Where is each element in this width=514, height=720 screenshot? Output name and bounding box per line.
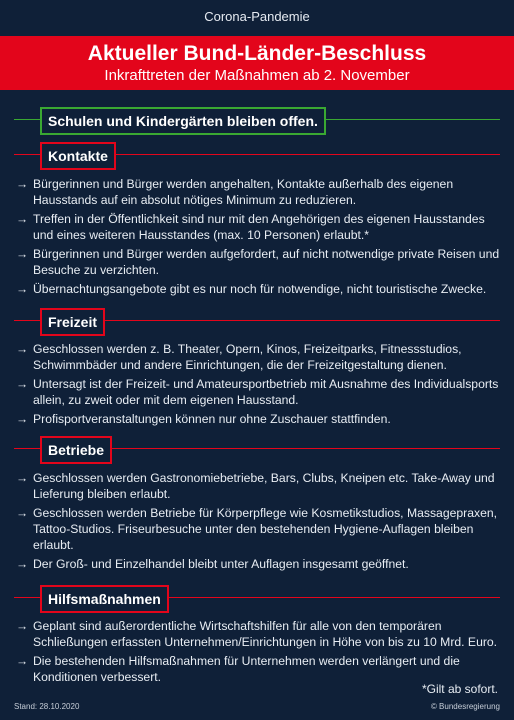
- arrow-right-icon: →: [16, 619, 29, 633]
- list-item-text: Bürgerinnen und Bürger werden angehalten, Kontakte außerhalb des eigenen Hausstands auf ein absolut nötiges Minimum zu reduzieren.: [33, 177, 454, 207]
- list-item: [16, 341, 502, 373]
- arrow-right-icon: →: [16, 177, 29, 191]
- list-item: [16, 556, 502, 572]
- page-title: Aktueller Bund-Länder-Beschluss: [87, 42, 427, 65]
- arrow-right-icon: →: [16, 471, 29, 485]
- title-banner: [0, 36, 514, 90]
- list-item-text: Untersagt ist der Freizeit- und Amateursportbetrieb mit Ausnahme des Individualsports allein, zu zweit oder mit dem eigenen Hausstand.: [33, 377, 499, 407]
- list-item-text: Geschlossen werden z. B. Theater, Opern, Kinos, Freizeitparks, Fitnessstudios, Schwimmbäder und andere Einrichtungen, die der Freizeitgestaltung dienen.: [33, 342, 462, 372]
- arrow-right-icon: →: [16, 557, 29, 571]
- section-heading-freizeit: Freizeit: [40, 308, 105, 336]
- list-item-text: Geschlossen werden Gastronomiebetriebe, Bars, Clubs, Kneipen etc. Take-Away und Lieferung bleiben erlaubt.: [33, 471, 495, 501]
- list-item: [16, 281, 502, 297]
- footnote: *Gilt ab sofort.: [421, 682, 498, 696]
- footer-date: Stand: 28.10.2020: [14, 702, 80, 711]
- list-item-text: Profisportveranstaltungen können nur ohne Zuschauer stattfinden.: [33, 412, 391, 426]
- section-heading-kontakte: Kontakte: [40, 142, 116, 170]
- section-list-hilfsmassnahmen: [16, 618, 502, 688]
- list-item-text: Geplant sind außerordentliche Wirtschaftshilfen für alle von den temporären Schließungen erfassten Unternehmen/Einrichtungen in Höhe von bis zu 10 Mrd. Euro.: [33, 619, 498, 649]
- section-heading-betriebe: Betriebe: [40, 436, 112, 464]
- arrow-right-icon: →: [16, 212, 29, 226]
- list-item-text: Treffen in der Öffentlichkeit sind nur mit den Angehörigen des eigenen Hausstandes und eines weiteren Hausstandes (max. 10 Personen) erlaubt.*: [33, 212, 485, 242]
- section-list-betriebe: [16, 470, 502, 575]
- list-item-text: Bürgerinnen und Bürger werden aufgefordert, auf nicht notwendige private Reisen und Besuche zu verzichten.: [33, 247, 500, 277]
- list-item: [16, 376, 502, 408]
- list-item-text: Übernachtungsangebote gibt es nur noch für notwendige, nicht touristische Zwecke.: [33, 282, 487, 296]
- list-item: [16, 505, 502, 553]
- kicker: Corona-Pandemie: [204, 9, 310, 24]
- highlight-box: Schulen und Kindergärten bleiben offen.: [40, 107, 326, 135]
- list-item: [16, 211, 502, 243]
- footer-source: © Bundesregierung: [430, 702, 500, 711]
- section-list-kontakte: [16, 176, 502, 300]
- section-heading-hilfsmassnahmen: Hilfsmaßnahmen: [40, 585, 169, 613]
- arrow-right-icon: →: [16, 412, 29, 426]
- arrow-right-icon: →: [16, 377, 29, 391]
- arrow-right-icon: →: [16, 342, 29, 356]
- list-item-text: Die bestehenden Hilfsmaßnahmen für Unternehmen werden verlängert und die Konditionen verbessert.: [33, 654, 460, 684]
- list-item: [16, 411, 502, 427]
- list-item: [16, 470, 502, 502]
- page-subtitle: Inkrafttreten der Maßnahmen ab 2. November: [104, 67, 410, 84]
- list-item: [16, 176, 502, 208]
- arrow-right-icon: →: [16, 654, 29, 668]
- list-item: [16, 618, 502, 650]
- list-item-text: Der Groß- und Einzelhandel bleibt unter Auflagen insgesamt geöffnet.: [33, 557, 409, 571]
- arrow-right-icon: →: [16, 282, 29, 296]
- arrow-right-icon: →: [16, 506, 29, 520]
- list-item: [16, 653, 502, 685]
- section-list-freizeit: [16, 341, 502, 430]
- list-item: [16, 246, 502, 278]
- list-item-text: Geschlossen werden Betriebe für Körperpflege wie Kosmetikstudios, Massagepraxen, Tattoo-Studios. Friseurbesuche unter den bestehenden Hygiene-Auflagen bleiben erlaubt.: [33, 506, 498, 552]
- arrow-right-icon: →: [16, 247, 29, 261]
